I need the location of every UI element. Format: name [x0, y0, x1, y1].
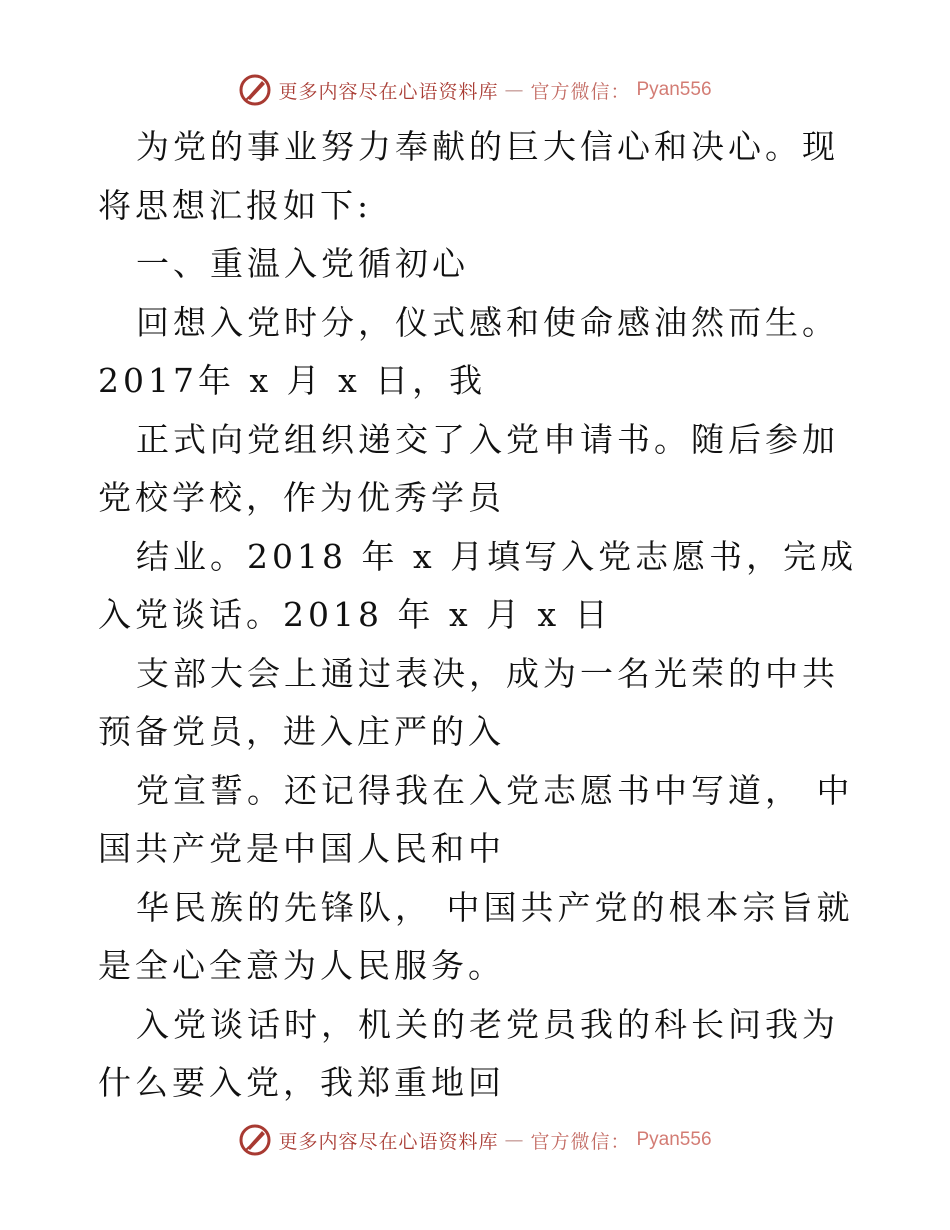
banner-dash: — [504, 1129, 525, 1151]
paragraph: 支部大会上通过表决，成为一名光荣的中共预备党员，进入庄严的入 [98, 653, 839, 751]
banner-wechat-label: 官方微信： [530, 80, 631, 103]
banner-title: 更多内容尽在心语资料库 [278, 80, 499, 103]
paragraph: 入党谈话时，机关的老党员我的科长问我为什么要入党，我郑重地回 [98, 1004, 839, 1102]
paragraph: 回想入党时分，仪式感和使命感油然而生。2017年 x 月 x 日，我 [98, 302, 839, 400]
paragraph: 结业。2018 年 x 月填写入党志愿书，完成入党谈话。2018 年 x 月 x 日 [98, 536, 858, 634]
footer-banner [0, 1120, 950, 1160]
banner-dash: — [504, 79, 525, 101]
paragraph: 华民族的先锋队， 中国共产党的根本宗旨就是全心全意为人民服务。 [98, 887, 854, 985]
banner-wechat-id: Pyan556 [636, 79, 712, 100]
quill-pen-logo-icon [238, 73, 272, 107]
paragraph: 正式向党组织递交了入党申请书。随后参加党校学校，作为优秀学员 [98, 419, 839, 517]
banner-wechat-id: Pyan556 [636, 1129, 712, 1150]
paragraph: 党宣誓。还记得我在入党志愿书中写道， 中国共产党是中国人民和中 [98, 770, 854, 868]
quill-pen-logo-icon [238, 1123, 272, 1157]
banner-wechat-label: 官方微信： [530, 1130, 631, 1153]
banner-title: 更多内容尽在心语资料库 [278, 1130, 499, 1153]
paragraph-intro: 为党的事业努力奉献的巨大信心和决心。现将思想汇报如下: [98, 127, 839, 225]
header-banner [0, 70, 950, 110]
document-body [98, 118, 858, 1113]
section-heading: 一、重温入党循初心 [136, 244, 469, 283]
